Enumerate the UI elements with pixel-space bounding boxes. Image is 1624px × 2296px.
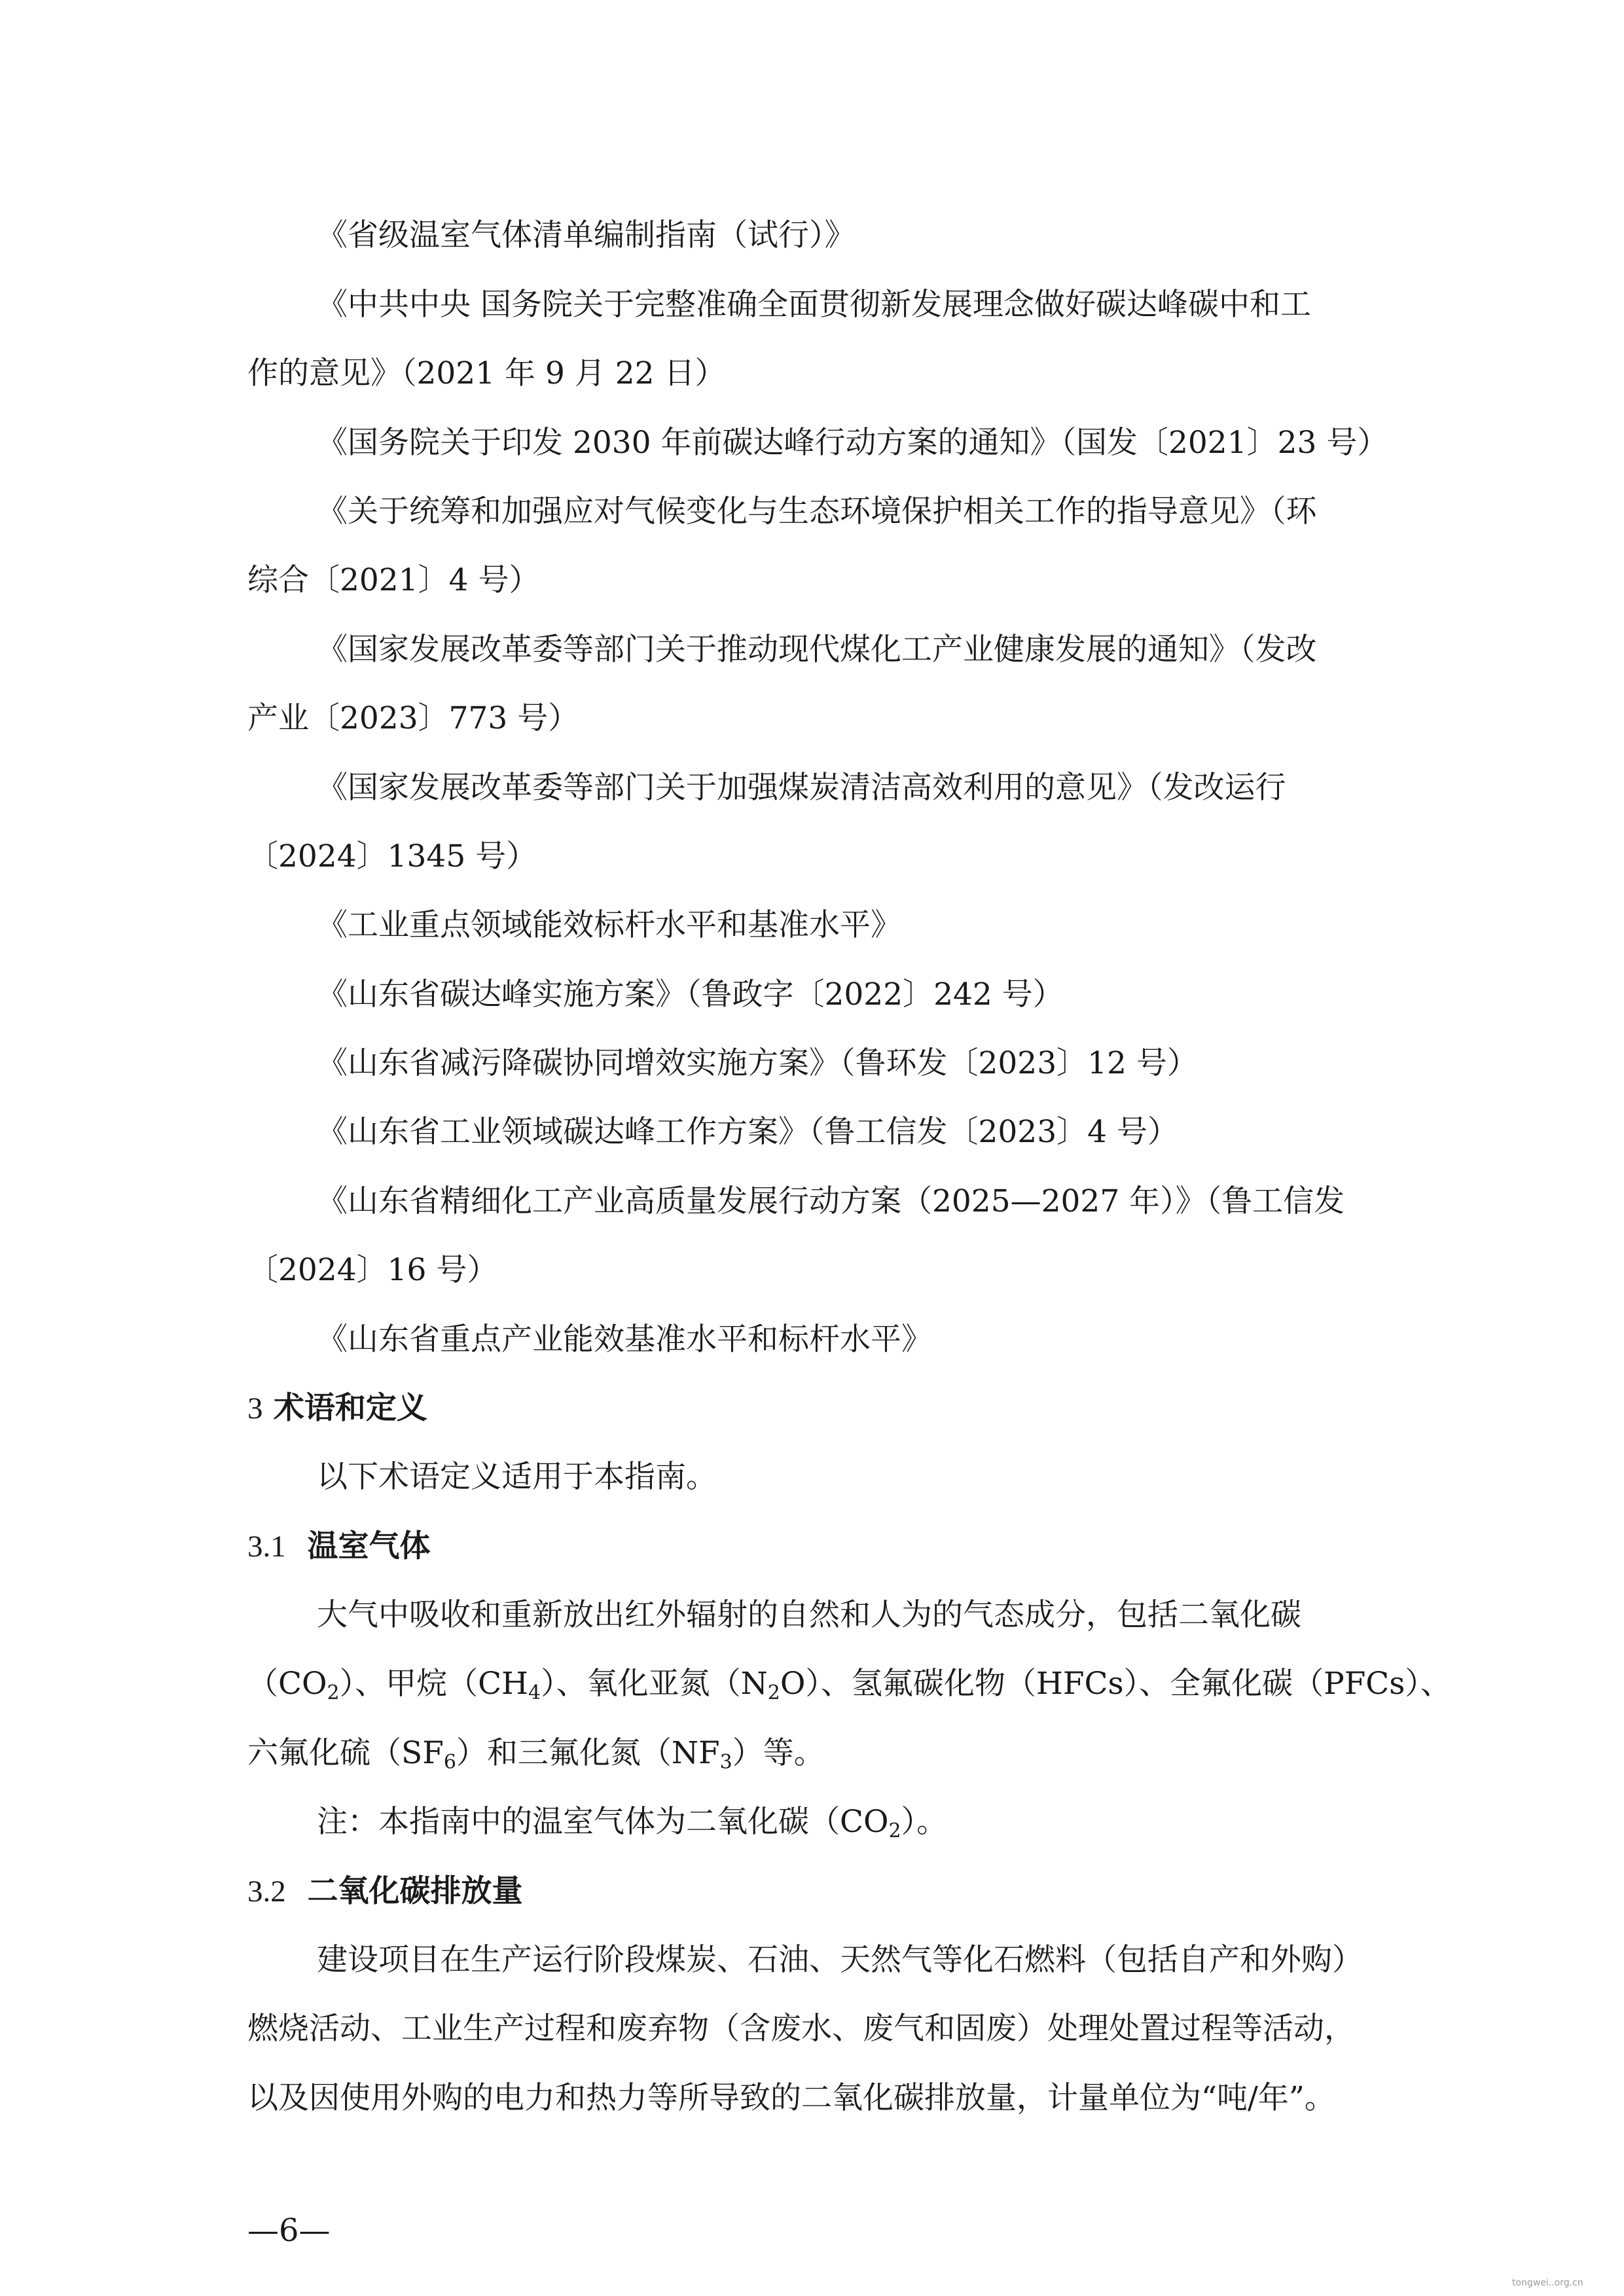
reference-item-continuation: 〔2024〕1345 号）	[247, 838, 537, 874]
reference-item: 《国务院关于印发 2030 年前碳达峰行动方案的通知》（国发〔2021〕23 号）	[317, 425, 1388, 461]
reference-item-continuation: 作的意见》（2021 年 9 月 22 日）	[247, 355, 726, 391]
reference-item: 《关于统筹和加强应对气候变化与生态环境保护相关工作的指导意见》（环	[317, 493, 1317, 529]
paragraph-line: 以及因使用外购的电力和热力等所导致的二氧化碳排放量，计量单位为“吨/年”。	[247, 2080, 1335, 2116]
reference-item: 《山东省碳达峰实施方案》（鲁政字〔2022〕242 号）	[317, 977, 1064, 1013]
reference-item-continuation: 综合〔2021〕4 号）	[247, 562, 540, 598]
reference-item: 《中共中央 国务院关于完整准确全面贯彻新发展理念做好碳达峰碳中和工	[317, 287, 1311, 323]
page-number: —6—	[247, 2212, 331, 2249]
note: 注：本指南中的温室气体为二氧化碳$(CO_2)$。	[317, 1804, 948, 1842]
reference-item-continuation: 〔2024〕16 号）	[247, 1252, 498, 1288]
reference-item: 《国家发展改革委等部门关于加强煤炭清洁高效利用的意见》（发改运行	[317, 770, 1286, 806]
subsection-number: 3.2	[247, 1874, 286, 1909]
reference-item: 《工业重点领域能效标杆水平和基准水平》	[317, 907, 901, 943]
paragraph-line: 大气中吸收和重新放出红外辐射的自然和人为的气态成分，包括二氧化碳	[317, 1597, 1301, 1633]
reference-item: 《省级温室气体清单编制指南（试行）》	[317, 217, 856, 253]
subsection-heading	[247, 1872, 522, 1911]
subsection-number: 3.1	[247, 1530, 286, 1564]
subsection-title: 二氧化碳排放量	[307, 1873, 523, 1909]
paragraph: 以下术语定义适用于本指南。	[317, 1459, 717, 1495]
paragraph-line: $(CO_2)$、甲烷$(CH_4)$、氧化亚氮$(N_2O)$、氢氟碳化物（HFCs）、全氟化碳（PFCs）、	[247, 1666, 1451, 1704]
reference-item: 《山东省重点产业能效基准水平和标杆水平》	[317, 1321, 932, 1357]
paragraph-line: 六氟化硫$(SF_6)$和三氟化氮$(NF_3)$等。	[247, 1735, 825, 1774]
section-number: 3	[247, 1391, 263, 1426]
watermark: tongwei..org.cn	[1512, 2278, 1583, 2288]
reference-item: 《国家发展改革委等部门关于推动现代煤化工产业健康发展的通知》（发改	[317, 632, 1317, 668]
section-heading	[247, 1389, 427, 1428]
subsection-title: 温室气体	[307, 1528, 431, 1564]
paragraph-line: 燃烧活动、工业生产过程和废弃物（含废水、废气和固废）处理处置过程等活动，	[247, 2011, 1355, 2047]
paragraph-line: 建设项目在生产运行阶段煤炭、石油、天然气等化石燃料（包括自产和外购）	[317, 1942, 1363, 1978]
section-title: 术语和定义	[273, 1390, 427, 1426]
reference-item: 《山东省精细化工产业高质量发展行动方案（2025—2027 年）》（鲁工信发	[317, 1183, 1345, 1219]
reference-item-continuation: 产业〔2023〕773 号）	[247, 700, 579, 736]
reference-item: 《山东省工业领域碳达峰工作方案》（鲁工信发〔2023〕4 号）	[317, 1114, 1178, 1150]
reference-item: 《山东省减污降碳协同增效实施方案》（鲁环发〔2023〕12 号）	[317, 1045, 1198, 1081]
subsection-heading	[247, 1527, 430, 1566]
